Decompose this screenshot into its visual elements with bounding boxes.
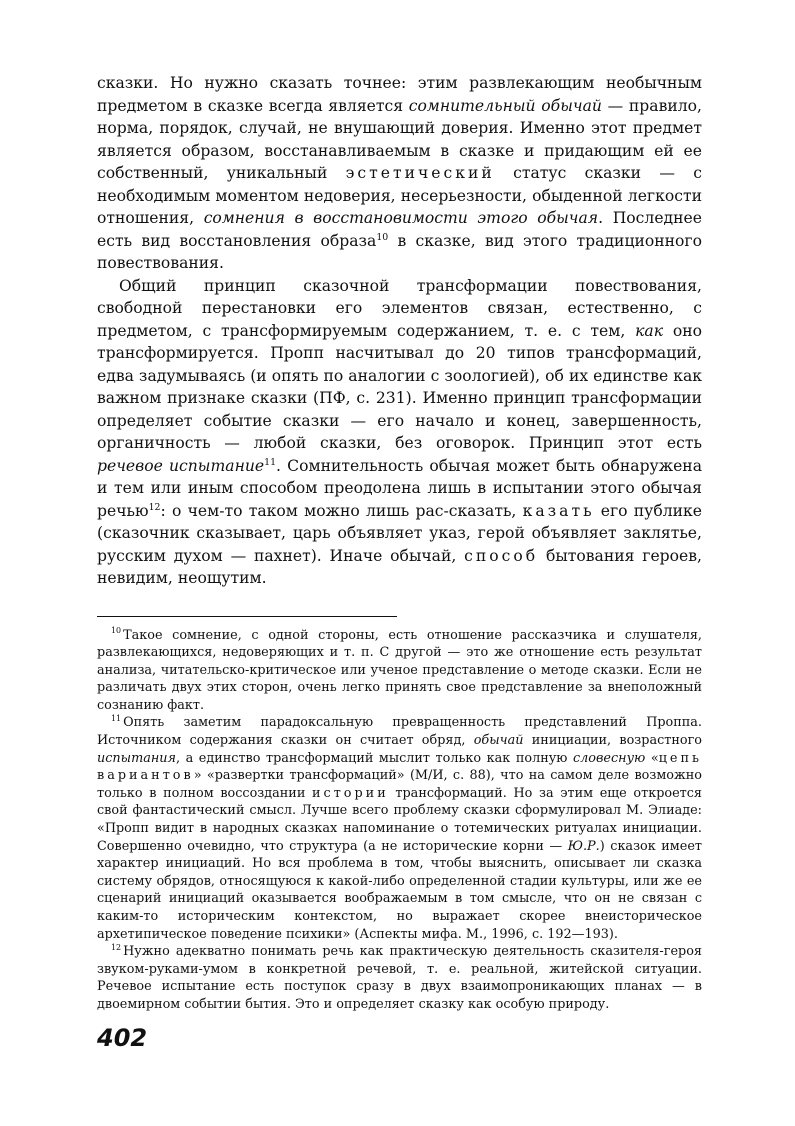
text-run: в сказке, вид этого традиционного повествования. — [97, 231, 702, 272]
page-number: 402 — [97, 1024, 148, 1052]
footnote-10 — [97, 627, 702, 715]
spaced-phrase: цепь вариантов — [97, 750, 702, 784]
text-run: трансформаций. Но за этим еще откроется свой фантастический смысл. Лучше всего проблему сказки сформулировал М. Элиаде: «Пропп видит в народных сказках напоминание о тотемических ритуалах инициации. Совершенно очевидно, что структура (а не исторические корни — — [97, 785, 702, 854]
text-run: бытования героев, невидим, неощутим. — [97, 546, 703, 587]
italic-phrase: обычай — [473, 733, 524, 749]
paragraph-1 — [97, 72, 702, 275]
footnote-ref-12[interactable]: 12 — [148, 501, 161, 513]
main-text — [97, 72, 702, 590]
spaced-word: истории — [312, 785, 389, 801]
spaced-word: эстетический — [345, 164, 495, 182]
italic-initials: Ю.Р. — [567, 838, 600, 854]
text-run: статус сказки — с необходимым моментом недоверия, несерьезности, обыденной легкости отношения, — [97, 164, 702, 227]
italic-phrase: сомнительный обычай — [408, 96, 602, 115]
text-run: . Последнее есть вид восстановления образа — [97, 209, 702, 250]
text-run: его публике (сказочник сказывает, царь объявляет указ, герой объявляет заклятье, русским духом — пахнет). Иначе обычай, — [97, 501, 703, 565]
text-run: « — [645, 750, 659, 766]
italic-phrase: сомнения в восстановимости этого обычая — [203, 209, 599, 227]
text-run: , а единство трансформаций мыслит только как полную — [175, 750, 573, 766]
text-run: оно трансформируется. Пропп насчитывал до 20 типов трансформаций, едва задумываясь (и опять по аналогии с зоологией), об их единстве как важном признаке сказки (ПФ, с. 231). Именно принцип трансформации определяет событие сказки — его начало и конец, завершенность, органичность — любой сказки, без оговорок. Принцип этот есть — [97, 321, 702, 452]
footnote-12 — [97, 943, 702, 1013]
footnotes — [97, 627, 702, 1014]
italic-phrase: как — [635, 321, 664, 340]
footnote-11 — [97, 714, 702, 943]
footnote-number: 11 — [111, 714, 122, 724]
italic-phrase: словесную — [572, 750, 646, 766]
page-body — [97, 72, 702, 1014]
italic-phrase: испытания — [97, 750, 176, 766]
footnote-number: 12 — [111, 942, 122, 952]
text-run: сказки. Но нужно сказать точнее: этим развлекающим необычным предметом в сказке всегда является — [97, 74, 702, 115]
text-run: ) сказок имеет характер инициаций. Но вся проблема в том, чтобы выяснить, описывает ли сказка систему обрядов, относящуюся к какой-либо определенной стадии культуры, или же ее сценарий инициаций оказывается воображаемым в том смысле, что он не связан с каким-то историческим контекстом, но выражает скорее внеисторическое архетипическое поведение психики» (Аспекты мифа. М., 1996, с. 192—193). — [97, 838, 702, 942]
paragraph-2 — [97, 275, 702, 590]
text-run: » «развертки трансформаций» (М/И, с. 88), что на самом деле возможно только в полном воссоздании — [97, 768, 702, 801]
text-run: Общий принцип сказочной трансформации повествования, свободной перестановки его элементов связан, естественно, с предметом, с трансформируемым содержанием, т. е. с тем, — [97, 276, 702, 340]
footnote-text: Нужно адекватно понимать речь как практическую деятельность сказителя-героя звуком-руками-умом в конкретной речевой, т. е. реальной, житейской ситуации. Речевое испытание есть поступок сразу в двух взаимопроникающих планах — в двоемирном событии бытия. Это и определяет сказку как особую природу. — [97, 944, 702, 1012]
text-run: инициации, возрастного — [523, 733, 702, 749]
text-run: . Сомнительность обычая может быть обнаружена и тем или иным способом преодолена лишь в испытании этого обычая речью — [97, 456, 702, 520]
italic-phrase: речевое испытание — [97, 456, 265, 475]
footnote-text: Такое сомнение, с одной стороны, есть отношение рассказчика и слушателя, развлекающихся, недоверяющих и т. п. С другой — это же отношение есть результат анализа, читательско-критическое или ученое представление о методе сказки. Если не различать двух этих сторон, очень легко принять свое представление за внеположный сознанию факт. — [97, 627, 702, 713]
text-run: : о чем-то таком можно лишь рас-сказать, — [160, 501, 523, 520]
footnote-number: 10 — [111, 626, 122, 636]
footnote-ref-11[interactable]: 11 — [264, 456, 277, 468]
text-run: — правило, норма, порядок, случай, не внушающий доверия. Именно этот предмет является образом, восстанавливаемым в сказке и придающим ей ее собственный, уникальный — [97, 96, 703, 182]
spaced-word: способ — [464, 546, 539, 565]
text-run: Опять заметим парадоксальную превращенность представлений Проппа. Источником содержания сказки он считает обряд, — [97, 715, 702, 749]
spaced-word: казать — [522, 501, 595, 520]
footnote-divider — [97, 616, 397, 617]
footnote-ref-10[interactable]: 10 — [376, 231, 389, 243]
